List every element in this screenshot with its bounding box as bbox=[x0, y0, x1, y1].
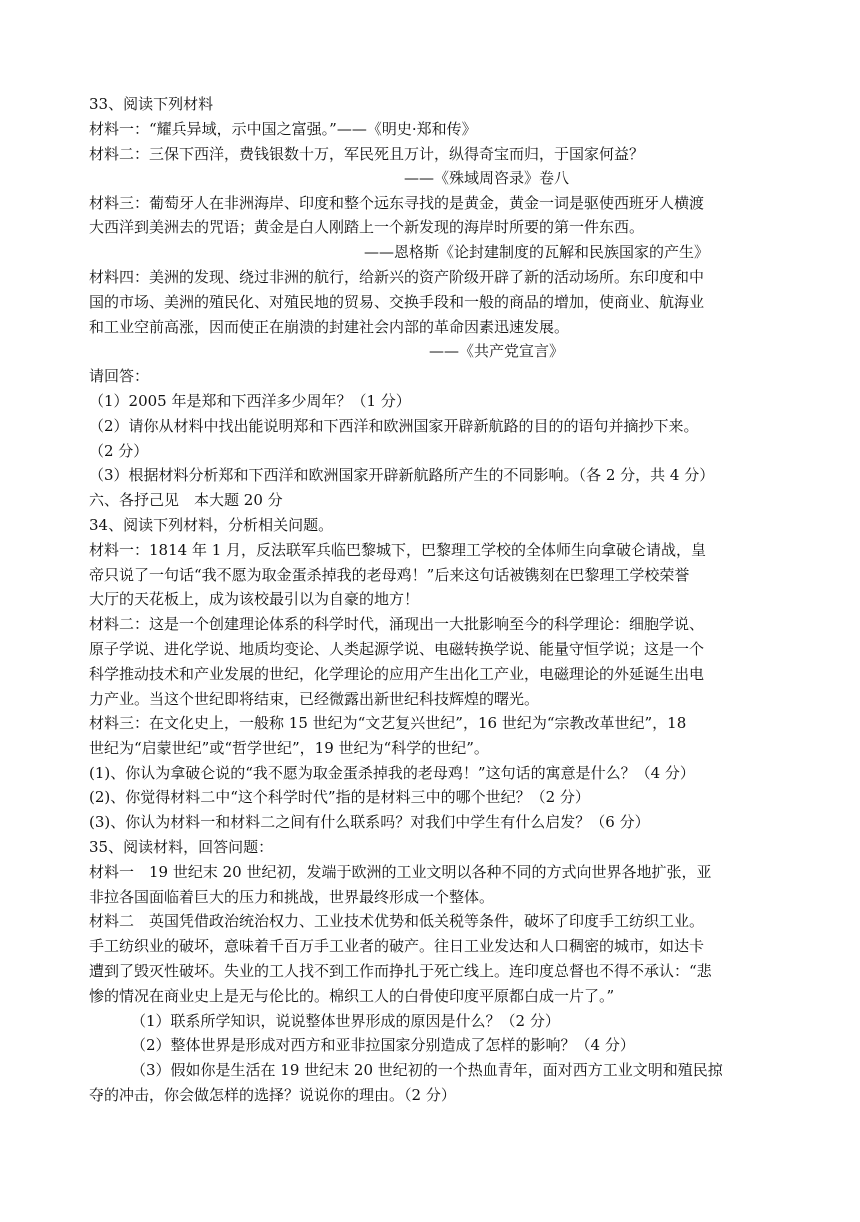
q35-material-1-line: 材料一 19 世纪末 20 世纪初，发端于欧洲的工业文明以各种不同的方式向世界各地扩张，亚 bbox=[89, 863, 712, 881]
q33-material-3-source: ——恩格斯《论封建制度的瓦解和民族国家的产生》 bbox=[364, 243, 710, 261]
q33-material-3-line: 大西洋到美洲去的咒语；黄金是白人刚踏上一个新发现的海岸时所要的第一件东西。 bbox=[89, 218, 645, 236]
q34-material-1-line: 材料一：1814 年 1 月，反法联军兵临巴黎城下，巴黎理工学校的全体师生向拿破仑请战，皇 bbox=[89, 541, 707, 559]
q34-question-2: (2)、你觉得材料二中“这个科学时代”指的是材料三中的哪个世纪？（2 分） bbox=[89, 788, 590, 806]
section-6-heading: 六、各抒己见 本大题 20 分 bbox=[89, 491, 283, 509]
q33-material-1: 材料一：“耀兵异域，示中国之富强。”——《明史·郑和传》 bbox=[89, 120, 477, 138]
q33-material-4-source: ——《共产党宣言》 bbox=[429, 342, 565, 360]
q34-material-3-line: 世纪为“启蒙世纪”或“哲学世纪”，19 世纪为“科学的世纪”。 bbox=[89, 739, 489, 757]
q35-heading: 35、阅读材料，回答问题： bbox=[89, 838, 274, 856]
q33-heading: 33、阅读下列材料 bbox=[89, 95, 214, 113]
q33-question-3: （3）根据材料分析郑和下西洋和欧洲国家开辟新航路所产生的不同影响。（各 2 分，共 4 分） bbox=[89, 466, 715, 484]
q35-question-1: （1）联系所学知识，说说整体世界形成的原因是什么？（2 分） bbox=[131, 1012, 560, 1030]
q35-question-3-line: （3）假如你是生活在 19 世纪末 20 世纪初的一个热血青年，面对西方工业文明和殖民掠 bbox=[131, 1061, 723, 1079]
q33-question-2-line: （2 分） bbox=[89, 442, 149, 460]
q35-question-2: （2）整体世界是形成对西方和亚非拉国家分别造成了怎样的影响？（4 分） bbox=[131, 1036, 635, 1054]
q35-material-2-line: 材料二 英国凭借政治统治权力、工业技术优势和低关税等条件，破坏了印度手工纺织工业。 bbox=[89, 912, 705, 930]
q33-material-4-line: 材料四：美洲的发现、绕过非洲的航行，给新兴的资产阶级开辟了新的活动场所。东印度和中 bbox=[89, 268, 705, 286]
q34-material-2-line: 材料二：这是一个创建理论体系的科学时代，涌现出一大批影响至今的科学理论：细胞学说、 bbox=[89, 615, 705, 633]
q33-question-2-line: （2）请你从材料中找出能说明郑和下西洋和欧洲国家开辟新航路的目的的语句并摘抄下来。 bbox=[89, 417, 699, 435]
q35-question-3-line: 夺的冲击，你会做怎样的选择？说说你的理由。（2 分） bbox=[89, 1086, 456, 1104]
q34-material-1-line: 大厅的天花板上，成为该校最引以为自豪的地方！ bbox=[89, 590, 420, 608]
q33-material-2-source: ——《殊域周咨录》卷八 bbox=[404, 169, 570, 187]
q34-material-3-line: 材料三：在文化史上，一般称 15 世纪为“文艺复兴世纪”，16 世纪为“宗教改革世纪”，18 bbox=[89, 714, 687, 732]
q33-question-1: （1）2005 年是郑和下西洋多少周年？（1 分） bbox=[89, 392, 411, 410]
q34-question-1: (1)、你认为拿破仑说的“我不愿为取金蛋杀掉我的老母鸡！”这句话的寓意是什么？（4 分） bbox=[89, 764, 695, 782]
q33-material-2: 材料二：三保下西洋，费钱银数十万，军民死且万计，纵得奇宝而归，于国家何益？ bbox=[89, 145, 645, 163]
q33-material-4-line: 国的市场、美洲的殖民化、对殖民地的贸易、交换手段和一般的商品的增加，使商业、航海业 bbox=[89, 293, 705, 311]
q33-material-3-line: 材料三：葡萄牙人在非洲海岸、印度和整个远东寻找的是黄金，黄金一词是驱使西班牙人横渡 bbox=[89, 194, 705, 212]
q34-material-1-line: 帝只说了一句话“我不愿为取金蛋杀掉我的老母鸡！”后来这句话被镌刻在巴黎理工学校荣誉 bbox=[89, 566, 690, 584]
q33-material-4-line: 和工业空前高涨，因而使正在崩溃的封建社会内部的革命因素迅速发展。 bbox=[89, 318, 570, 336]
q35-material-2-line: 惨的情况在商业史上是无与伦比的。棉织工人的白骨使印度平原都白成一片了。” bbox=[89, 987, 615, 1005]
q34-heading: 34、阅读下列材料，分析相关问题。 bbox=[89, 516, 334, 534]
q35-material-2-line: 手工纺织业的破坏，意味着千百万手工业者的破产。往日工业发达和人口稠密的城市，如达卡 bbox=[89, 937, 705, 955]
q35-material-1-line: 非拉各国面临着巨大的压力和挑战，世界最终形成一个整体。 bbox=[89, 888, 495, 906]
q35-material-2-line: 遭到了毁灭性破坏。失业的工人找不到工作而挣扎于死亡线上。连印度总督也不得不承认：“悲 bbox=[89, 962, 712, 980]
q34-material-2-line: 原子学说、进化学说、地质均变论、人类起源学说、电磁转换学说、能量守恒学说；这是一个 bbox=[89, 640, 705, 658]
q33-ask-label: 请回答： bbox=[89, 367, 150, 385]
q34-material-2-line: 科学推动技术和产业发展的世纪，化学理论的应用产生出化工产业，电磁理论的外延诞生出电 bbox=[89, 665, 705, 683]
q34-question-3: (3)、你认为材料一和材料二之间有什么联系吗？对我们中学生有什么启发？（6 分） bbox=[89, 813, 650, 831]
q34-material-2-line: 力产业。当这个世纪即将结束，已经微露出新世纪科技辉煌的曙光。 bbox=[89, 690, 540, 708]
